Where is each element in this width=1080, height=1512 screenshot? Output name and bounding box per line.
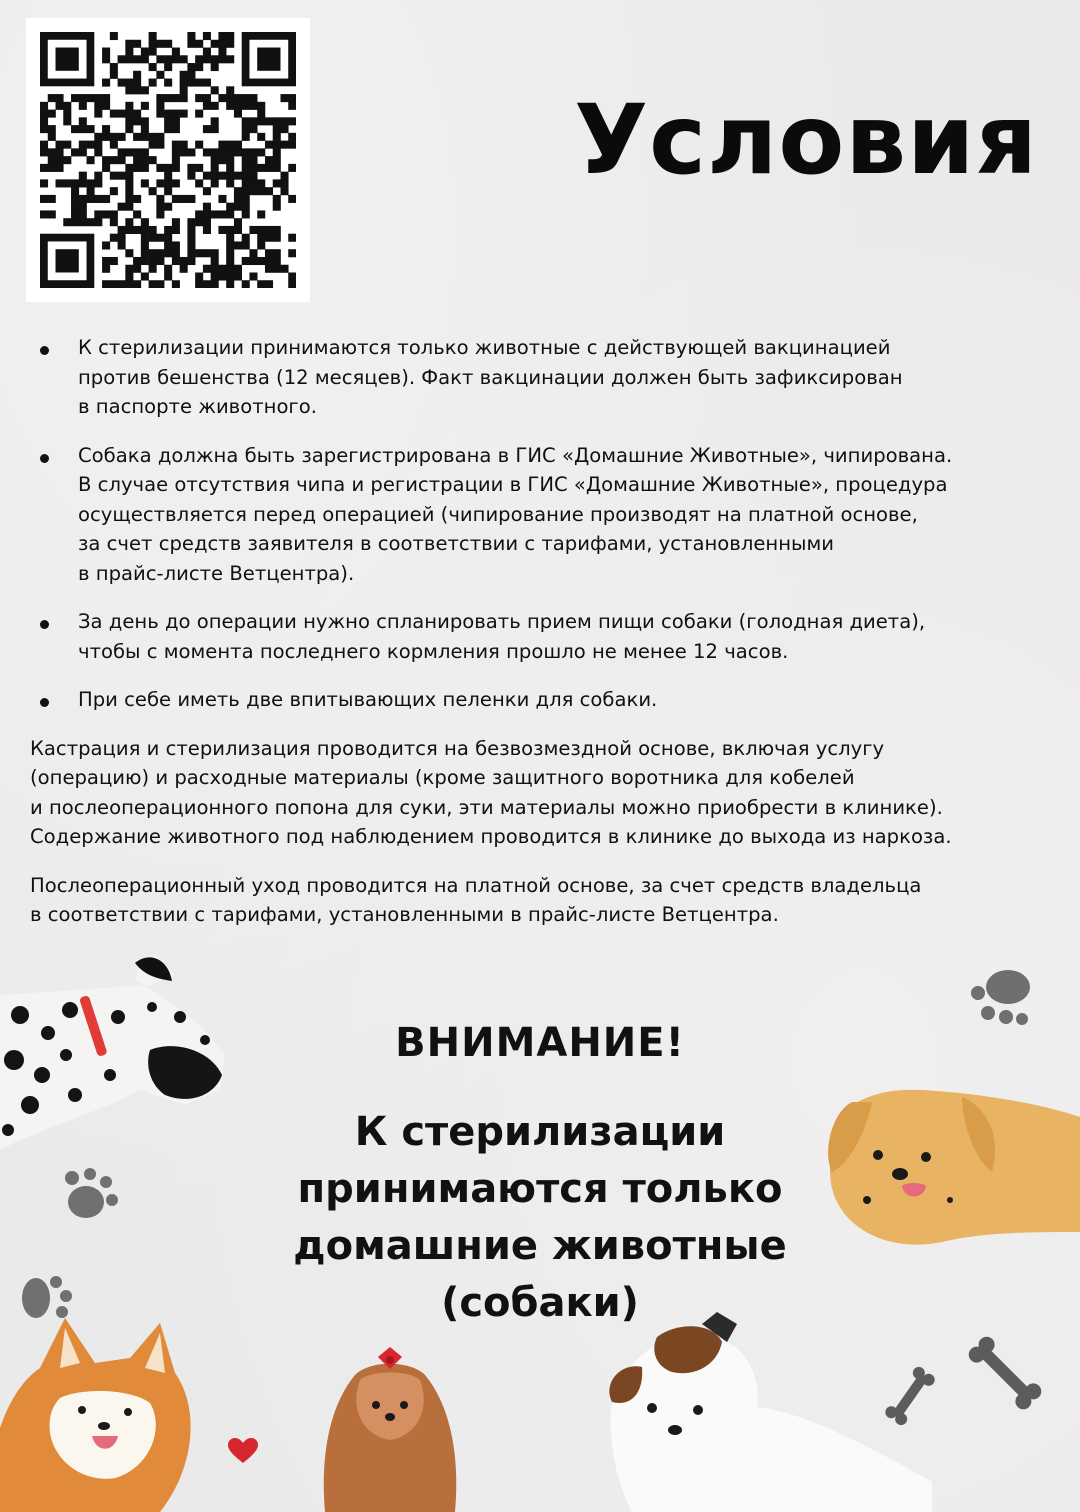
conditions-list <box>30 333 1060 715</box>
condition-registration: Собака должна быть зарегистрирована в ГИС «Домашние Животные», чипирована. В случае отсутствия чипа и регистрации в ГИС «Домашние Животные», процедура осуществляется перед операцией (чипирование производят на платной основе, за счет средств заявителя в соответствии с тарифами, установленными в прайс-листе Ветцентра). <box>30 441 1060 589</box>
heart-icon <box>228 1438 258 1464</box>
qr-code-icon <box>40 32 296 288</box>
attention-heading: ВНИМАНИЕ! <box>395 1020 685 1066</box>
bullet-icon <box>40 698 49 707</box>
paw-print-icon <box>968 965 1038 1027</box>
attention-text: К стерилизации принимаются только домашние животные (собаки) <box>293 1109 787 1326</box>
paragraph-free-service: Кастрация и стерилизация проводится на безвозмездной основе, включая услугу (операцию) и расходные материалы (кроме защитного воротника для кобелей и послеоперационного попона для суки, эти материалы можно приобрести в клинике). Содержание животного под наблюдением проводится в клинике до выхода из наркоза. <box>30 736 952 848</box>
paragraph-postop-care: Послеоперационный уход проводится на платной основе, за счет средств владельца в соответствии с тарифами, установленными в прайс-листе Ветцентра. <box>30 873 922 926</box>
bone-icon <box>880 1362 940 1430</box>
bullet-icon <box>40 454 49 463</box>
bone-icon <box>962 1330 1048 1416</box>
jack-russell-icon <box>572 1312 932 1512</box>
yorkshire-terrier-icon <box>300 1335 480 1512</box>
page-title: Условия <box>574 84 1038 196</box>
condition-vaccination: К стерилизации принимаются только животные с действующей вакцинацией против бешенства (12 месяцев). Факт вакцинации должен быть зафиксирован в паспорте животного. <box>30 333 1060 422</box>
bullet-icon <box>40 620 49 629</box>
condition-fasting: За день до операции нужно спланировать прием пищи собаки (голодная диета), чтобы с момента последнего кормления прошло не менее 12 часов. <box>30 607 1060 666</box>
shiba-inu-icon <box>0 1318 200 1512</box>
attention-section <box>0 1022 1080 1332</box>
bullet-icon <box>40 346 49 355</box>
qr-code[interactable] <box>26 18 310 302</box>
conditions-section <box>30 333 1060 949</box>
condition-diapers: При себе иметь две впитывающих пеленки для собаки. <box>30 685 1060 715</box>
